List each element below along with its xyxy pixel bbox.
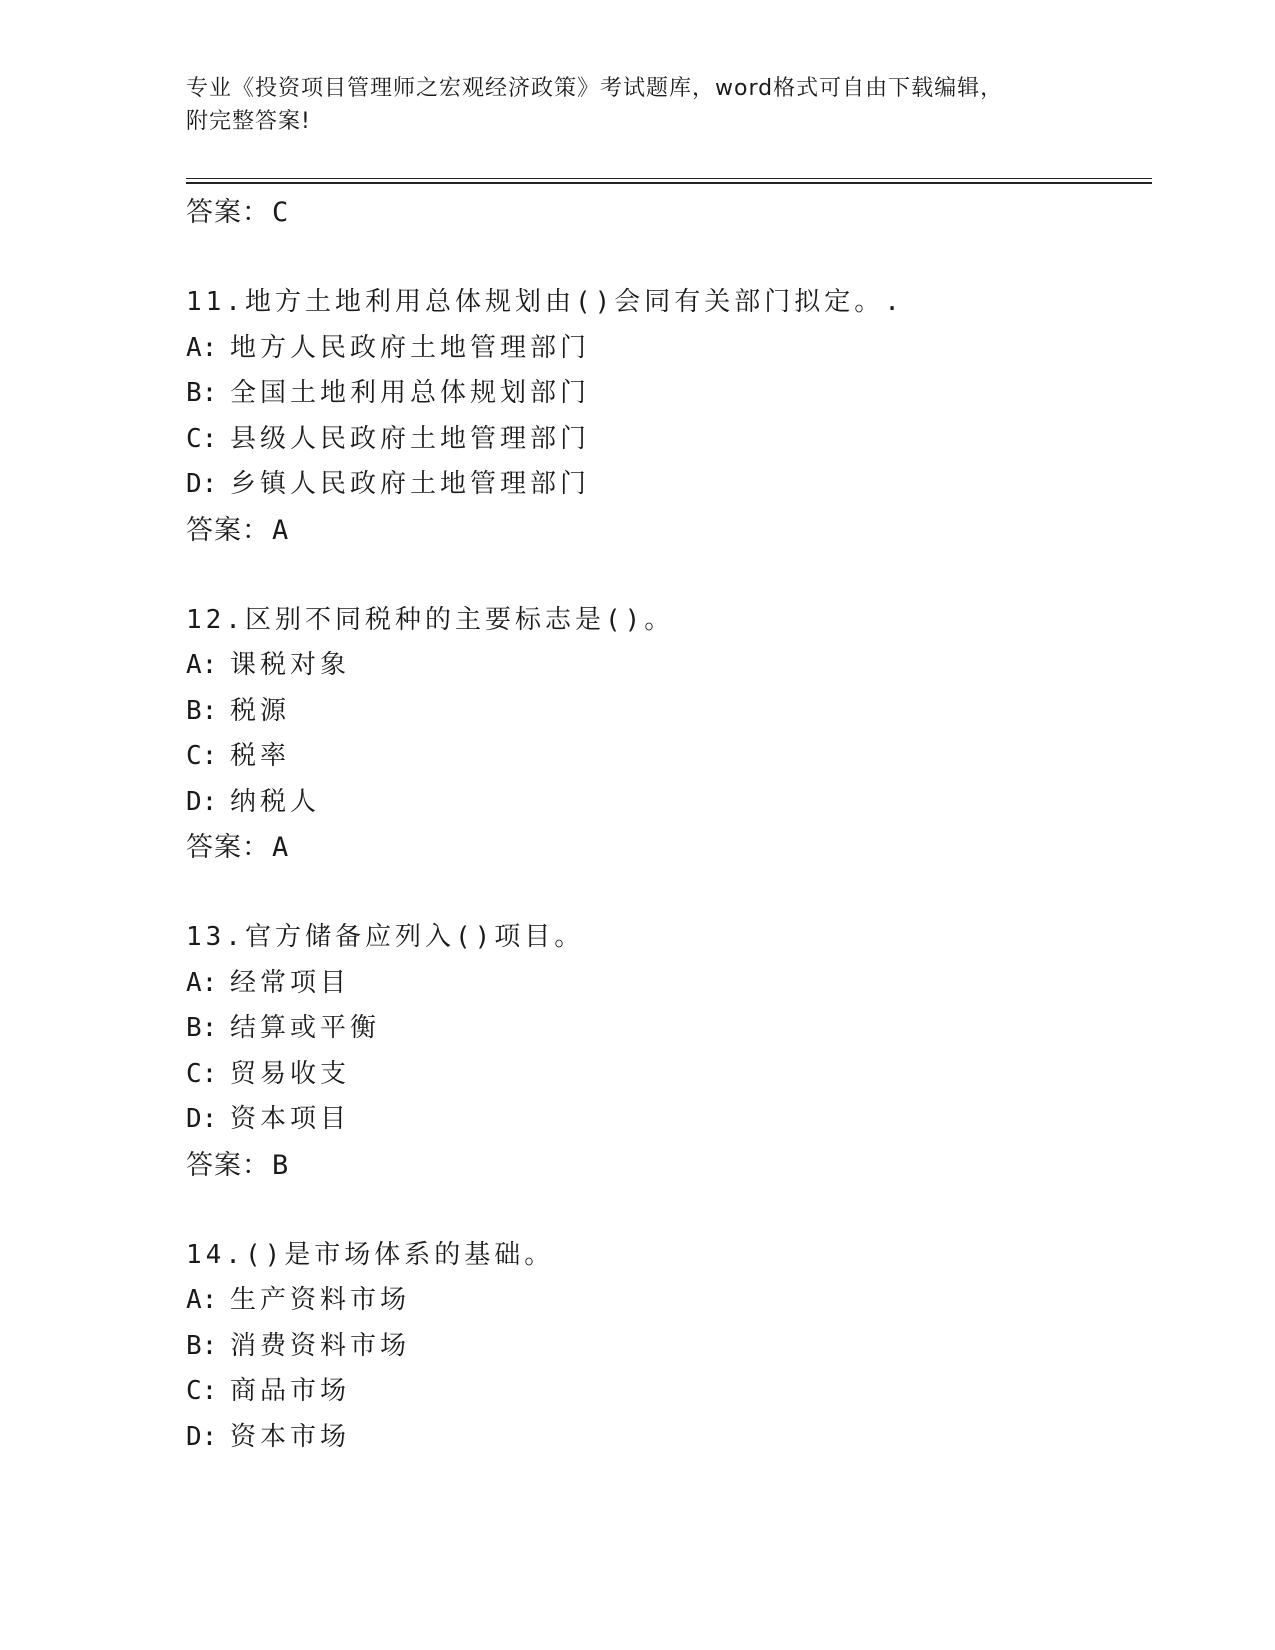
option-key: A: bbox=[186, 332, 218, 363]
question-block bbox=[186, 1233, 1152, 1461]
question-text: 14.()是市场体系的基础。 bbox=[186, 1239, 555, 1270]
option-text: 纳税人 bbox=[230, 786, 321, 817]
option-d bbox=[186, 462, 1152, 508]
option-key: A: bbox=[186, 1285, 218, 1315]
question-text: 12.区别不同税种的主要标志是()。 bbox=[186, 604, 675, 635]
answer-value: A bbox=[272, 832, 290, 863]
question-block bbox=[186, 280, 1152, 554]
answer-label: 答案： bbox=[186, 832, 270, 863]
answer-value: A bbox=[272, 514, 290, 546]
option-a bbox=[186, 326, 1152, 372]
option-c bbox=[186, 734, 1152, 780]
option-b bbox=[186, 1324, 1152, 1370]
header-line-1: 专业《投资项目管理师之宏观经济政策》考试题库，word格式可自由下载编辑， bbox=[186, 76, 1004, 101]
option-text: 资本市场 bbox=[230, 1421, 351, 1452]
option-d bbox=[186, 1097, 1152, 1143]
option-text: 消费资料市场 bbox=[230, 1330, 411, 1361]
option-key: D: bbox=[186, 1104, 218, 1134]
header-divider-thin bbox=[186, 178, 1152, 179]
option-a bbox=[186, 961, 1152, 1007]
option-text: 税源 bbox=[230, 695, 291, 726]
option-key: C: bbox=[186, 1058, 218, 1089]
option-a bbox=[186, 643, 1152, 689]
answer-label: 答案： bbox=[186, 1149, 270, 1181]
option-b bbox=[186, 1006, 1152, 1052]
option-text: 商品市场 bbox=[230, 1376, 351, 1406]
answer-label: 答案： bbox=[186, 197, 270, 228]
option-text: 课税对象 bbox=[230, 650, 351, 680]
option-text: 县级人民政府土地管理部门 bbox=[230, 423, 591, 454]
answer-line bbox=[186, 508, 1152, 554]
option-key: D: bbox=[186, 786, 218, 817]
option-key: C: bbox=[186, 1376, 218, 1406]
option-text: 贸易收支 bbox=[230, 1058, 351, 1089]
option-c bbox=[186, 1052, 1152, 1098]
option-text: 经常项目 bbox=[230, 967, 351, 998]
option-key: A: bbox=[186, 967, 218, 998]
answer-line bbox=[186, 825, 1152, 871]
question-text: 11.地方土地利用总体规划由()会同有关部门拟定。. bbox=[186, 287, 904, 317]
option-key: B: bbox=[186, 1330, 218, 1361]
option-text: 资本项目 bbox=[230, 1104, 351, 1134]
answer-line bbox=[186, 1143, 1152, 1189]
question-block bbox=[186, 915, 1152, 1189]
option-a bbox=[186, 1278, 1152, 1324]
option-d bbox=[186, 1415, 1152, 1461]
option-key: B: bbox=[186, 1013, 218, 1043]
option-key: C: bbox=[186, 423, 218, 454]
option-b bbox=[186, 689, 1152, 735]
header-divider-thick bbox=[186, 182, 1152, 184]
option-d bbox=[186, 780, 1152, 826]
question-block bbox=[186, 598, 1152, 872]
header-line-2: 附完整答案! bbox=[186, 109, 311, 134]
answer-label: 答案： bbox=[186, 514, 270, 546]
answer-value: C bbox=[272, 197, 290, 228]
option-c bbox=[186, 1369, 1152, 1415]
option-key: B: bbox=[186, 695, 218, 726]
question-list bbox=[186, 190, 1152, 1460]
option-key: C: bbox=[186, 741, 218, 771]
option-text: 税率 bbox=[230, 741, 291, 771]
answer-line bbox=[186, 190, 1152, 236]
option-text: 结算或平衡 bbox=[230, 1013, 381, 1043]
option-text: 生产资料市场 bbox=[230, 1285, 411, 1315]
option-c bbox=[186, 417, 1152, 463]
option-b bbox=[186, 371, 1152, 417]
option-text: 地方人民政府土地管理部门 bbox=[230, 332, 591, 363]
option-key: B: bbox=[186, 378, 218, 408]
option-key: D: bbox=[186, 469, 218, 499]
option-key: A: bbox=[186, 650, 218, 680]
document-header bbox=[186, 72, 1086, 138]
option-text: 乡镇人民政府土地管理部门 bbox=[230, 469, 591, 499]
option-text: 全国土地利用总体规划部门 bbox=[230, 378, 591, 408]
answer-value: B bbox=[272, 1149, 290, 1181]
option-key: D: bbox=[186, 1421, 218, 1452]
question-text: 13.官方储备应列入()项目。 bbox=[186, 922, 585, 952]
